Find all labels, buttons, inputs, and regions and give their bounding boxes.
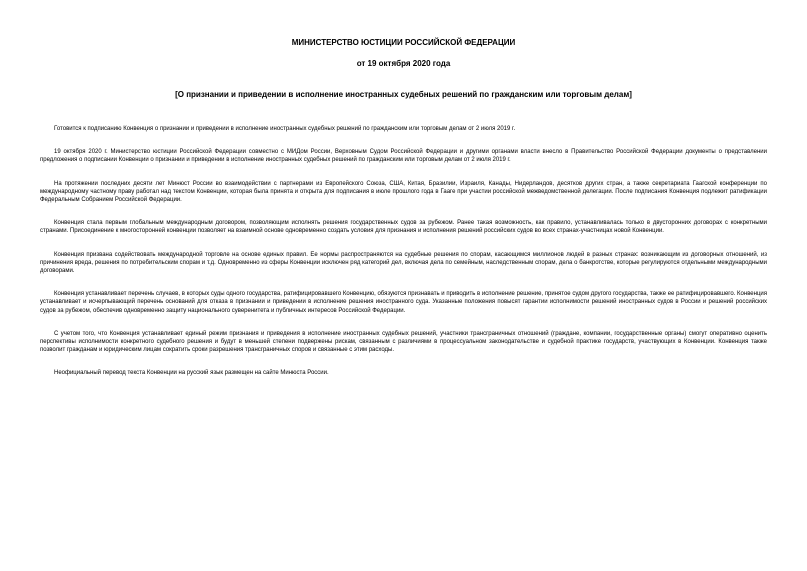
paragraph-3: На протяжении последних десяти лет Минюст России во взаимодействии с партнерами из Европейского Союза, США, Китая, Бразилии, Израиля, Канады, Нидерландов, десятков других стран, а также секретариата Гаагской конференции по международному частному праву работал над текстом Конвенции, которая была принята и открыта для подписания в июле прошлого года в Гааге при участии российской межведомственной делегации. После подписания Конвенция подлежит ратификации Федеральным Собранием Российской Федерации. [40, 180, 767, 204]
paragraph-4: Конвенция стала первым глобальным международным договором, позволяющим исполнять решения государственных судов за рубежом. Ранее такая возможность, как правило, устанавливалась только в двусторонних договорах с конкретными странами. Присоединение к многосторонней конвенции позволяет на взаимной основе одновременно создать условия для признания и исполнения решений российских судов во всех странах-участницах новой Конвенции. [40, 220, 767, 235]
paragraph-5: Конвенция призвана содействовать международной торговле на основе единых правил. Ее нормы распространяются на судебные решения по спорам, касающимся миллионов людей в разных странах: возникающим из договорных отношений, из причинения вреда, решения по потребительским спорам и т.д. Одновременно из сферы Конвенции исключен ряд категорий дел, включая дела по семейным, наследственным спорам, дела о банкротстве, которые регулируются отдельными международными договорами. [40, 251, 767, 275]
paragraph-2: 19 октября 2020 г. Министерство юстиции Российской Федерации совместно с МИДом России, Верховным Судом Российской Федерации и другими органами власти внесло в Правительство Российской Федерации документы о представлении предложения о подписании Конвенции о признании и приведении в исполнение иностранных судебных решений по гражданским или торговым делам от 2 июля 2019 г. [40, 149, 767, 164]
document-body [40, 125, 767, 378]
paragraph-1: Готовится к подписанию Конвенция о признании и приведении в исполнение иностранных судебных решений по гражданским или торговым делам от 2 июля 2019 г. [54, 126, 516, 132]
document-header [40, 37, 767, 100]
ministry-title: МИНИСТЕРСТВО ЮСТИЦИИ РОССИЙСКОЙ ФЕДЕРАЦИИ [291, 38, 516, 47]
document-subject: [О признании и приведении в исполнение иностранных судебных решений по гражданским или торговым делам] [175, 90, 632, 99]
document-date: от 19 октября 2020 года [356, 59, 451, 68]
paragraph-8: Неофициальный перевод текста Конвенции на русский язык размещен на сайте Минюста России. [54, 370, 329, 377]
paragraph-7: С учетом того, что Конвенция устанавливает единый режим признания и приведения в исполнение иностранных судебных решений, участники трансграничных отношений (граждане, компании, государственные органы) смогут оперативно оценить перспективы исполнимости конкретного судебного решения и будут в меньшей степени подвержены рискам, связанным с различиями в процессуальном законодательстве и судебной практике государств, участвующих в Конвенции. Конвенция также позволит гражданам и юридическим лицам сократить сроки разрешения трансграничных споров и связанные с этим расходы. [40, 330, 767, 354]
paragraph-6: Конвенция устанавливает перечень случаев, в которых суды одного государства, ратифицировавшего Конвенцию, обязуются признавать и приводить в исполнение решение, принятое судом другого государства, также ее ратифицировавшего. Конвенция устанавливает и исчерпывающий перечень оснований для отказа в признании и приведении в исполнение решения иностранного суда. Указанные положения повысят гарантии исполнимости решений иностранных судов в России и решений российских судов за рубежом, обеспечив одновременно защиту национального суверенитета и публичных интересов Российской Федерации. [40, 291, 767, 314]
